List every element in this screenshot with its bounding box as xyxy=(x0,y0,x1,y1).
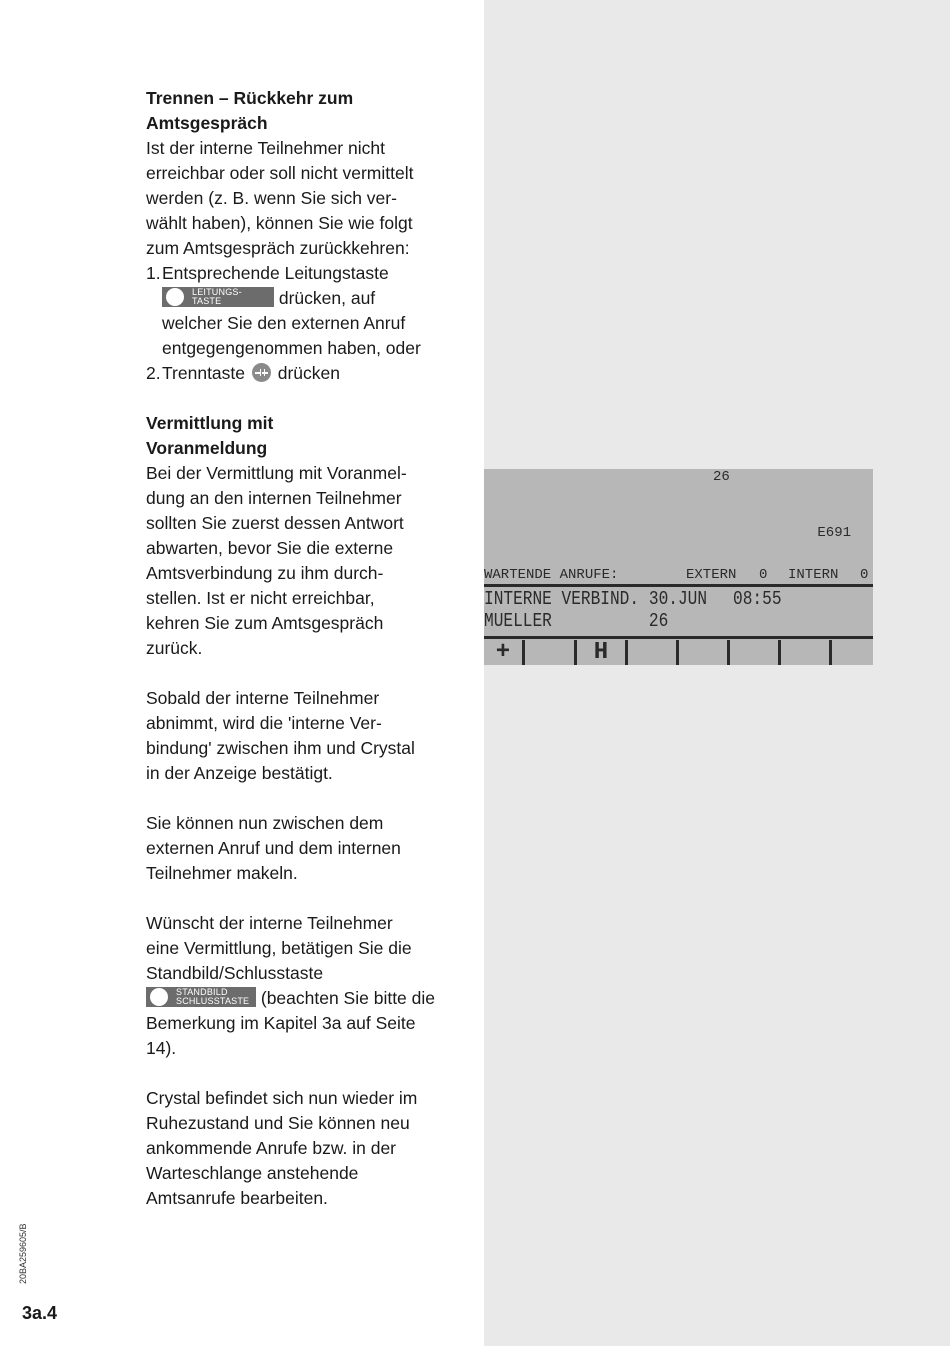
extern-value: 0 xyxy=(759,567,768,583)
section2-para1: Bei der Vermittlung mit Voranmel- dung an den internen Teilnehmer sollten Sie zuerst dessen Antwort abwarten, bevor Sie die externe Amtsverbindung zu ihm durch- stellen. Ist er nicht erreichbar, kehren Sie zum Amtsgespräch zurück. xyxy=(146,463,407,658)
softkey-4[interactable] xyxy=(628,640,676,665)
waiting-calls-label: WARTENDE ANRUFE: xyxy=(484,567,619,583)
softkey-hold[interactable]: H xyxy=(593,639,609,665)
main-text-column xyxy=(146,86,466,1211)
grey-side-panel xyxy=(484,0,950,1346)
leitungstaste-key-icon: LEITUNGS- TASTE xyxy=(162,287,274,307)
standbild-schlusstaste-key-icon: STANDBILD SCHLUSSTASTE xyxy=(146,987,256,1007)
connection-date: 30.JUN xyxy=(648,588,708,610)
extern-label: EXTERN xyxy=(686,567,737,583)
display-divider-bottom xyxy=(484,636,873,639)
section2-heading: Vermittlung mit Voranmeldung xyxy=(146,413,274,458)
section2-para2: Sobald der interne Teilnehmer abnimmt, wird die 'interne Ver- bindung' zwischen ihm und Crystal in der Anzeige bestätigt. xyxy=(146,688,415,783)
softkey-8[interactable] xyxy=(832,640,873,665)
caller-number: 26 xyxy=(648,610,669,632)
phone-lcd-display xyxy=(484,469,873,665)
section1-heading: Trennen – Rückkehr zum Amtsgespräch xyxy=(146,88,354,133)
step-1: 1. Entsprechende Leitungstaste LEITUNGS- TASTE drücken, auf welcher Sie den externen Anruf entgegengenommen haben, oder xyxy=(146,263,421,358)
connection-label: INTERNE VERBIND. xyxy=(484,588,640,610)
softkey-bar xyxy=(484,640,873,665)
trenntaste-icon xyxy=(252,363,271,382)
softkey-5[interactable] xyxy=(679,640,727,665)
softkey-7[interactable] xyxy=(781,640,829,665)
display-top-number: 26 xyxy=(713,469,730,485)
page-number: 3a.4 xyxy=(22,1303,58,1323)
intern-label: INTERN xyxy=(788,567,839,583)
intern-value: 0 xyxy=(860,567,869,583)
section1-intro: Ist der interne Teilnehmer nicht erreichbar oder soll nicht vermittelt werden (z. B. wenn Sie sich ver- wählt haben), können Sie wie folgt zum Amtsgespräch zurückkehren: xyxy=(146,138,414,258)
display-divider-top xyxy=(484,584,873,587)
step-2: 2. Trenntaste drücken xyxy=(146,363,340,383)
display-code: E691 xyxy=(817,525,851,541)
connection-time: 08:55 xyxy=(733,588,782,610)
document-code: 20BA259605/B xyxy=(18,1223,28,1284)
softkey-2[interactable] xyxy=(525,640,574,665)
caller-name: MUELLER xyxy=(484,610,552,632)
section2-para5: Crystal befindet sich nun wieder im Ruhezustand und Sie können neu ankommende Anrufe bzw. in der Warteschlange anstehende Amtsanrufe bearbeiten. xyxy=(146,1088,418,1208)
section2-para3: Sie können nun zwischen dem externen Anruf und dem internen Teilnehmer makeln. xyxy=(146,813,401,883)
softkey-6[interactable] xyxy=(730,640,778,665)
softkey-plus[interactable]: + xyxy=(495,639,511,665)
section2-para4: Wünscht der interne Teilnehmer eine Vermittlung, betätigen Sie die Standbild/Schlusstaste STANDBILD SCHLUSSTASTE (beachten Sie bitte die Bemerkung im Kapitel 3a auf Seite 14). xyxy=(146,913,436,1058)
